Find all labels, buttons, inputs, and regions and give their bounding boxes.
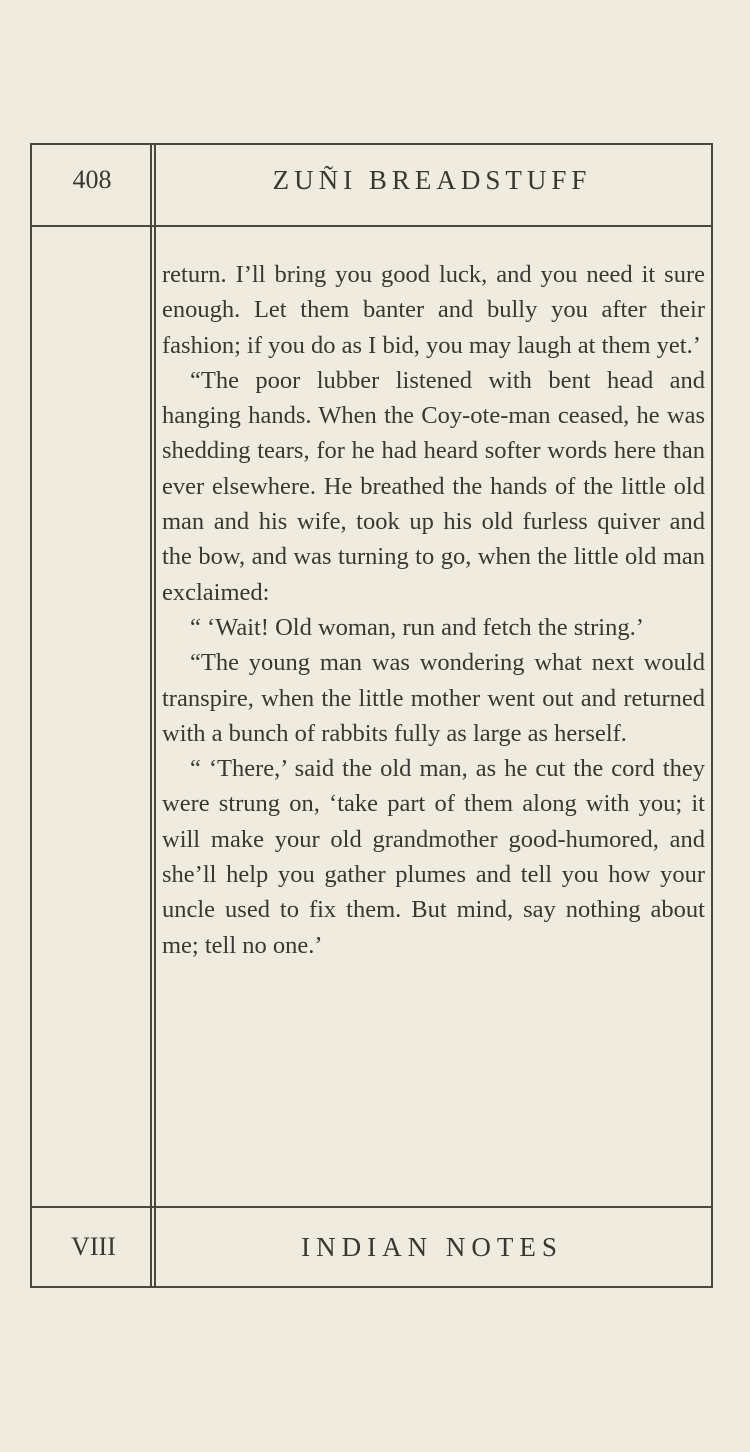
running-title: ZUÑI BREADSTUFF bbox=[272, 165, 592, 195]
header-rule bbox=[32, 225, 711, 227]
paragraph: “The young man was wondering what next would transpire, when the little mother went out and returned with a bunch of rabbits fully as large as herself. bbox=[162, 649, 705, 747]
body-text bbox=[162, 257, 705, 963]
volume-number: VIII bbox=[71, 1232, 116, 1261]
series-title: INDIAN NOTES bbox=[301, 1232, 563, 1262]
paragraph: “ ‘There,’ said the old man, as he cut the cord they were strung on, ‘take part of them along with you; it will make your old grandmother good-humored, and she’ll help you gather plumes and tell you how your uncle used to fix them. But mind, say nothing about me; tell no one.’ bbox=[162, 755, 705, 959]
paragraph: “ ‘Wait! Old woman, run and fetch the string.’ bbox=[190, 613, 644, 641]
footer-rule bbox=[32, 1206, 711, 1208]
vertical-rule-left bbox=[150, 145, 152, 1286]
paragraph: return. I’ll bring you good luck, and you need it sure enough. Let them banter and bully you after their fashion; if you do as I bid, you may laugh at them yet.’ bbox=[162, 261, 705, 359]
paragraph: “The poor lubber listened with bent head and hanging hands. When the Coy-ote-man ceased, he was shedding tears, for he had heard softer words here than ever elsewhere. He breathed the hands of the little old man and his wife, took up his old furless quiver and the bow, and was turning to go, when the little old man exclaimed: bbox=[162, 366, 705, 606]
page-number: 408 bbox=[72, 165, 112, 194]
vertical-rule-inner bbox=[154, 145, 156, 1286]
